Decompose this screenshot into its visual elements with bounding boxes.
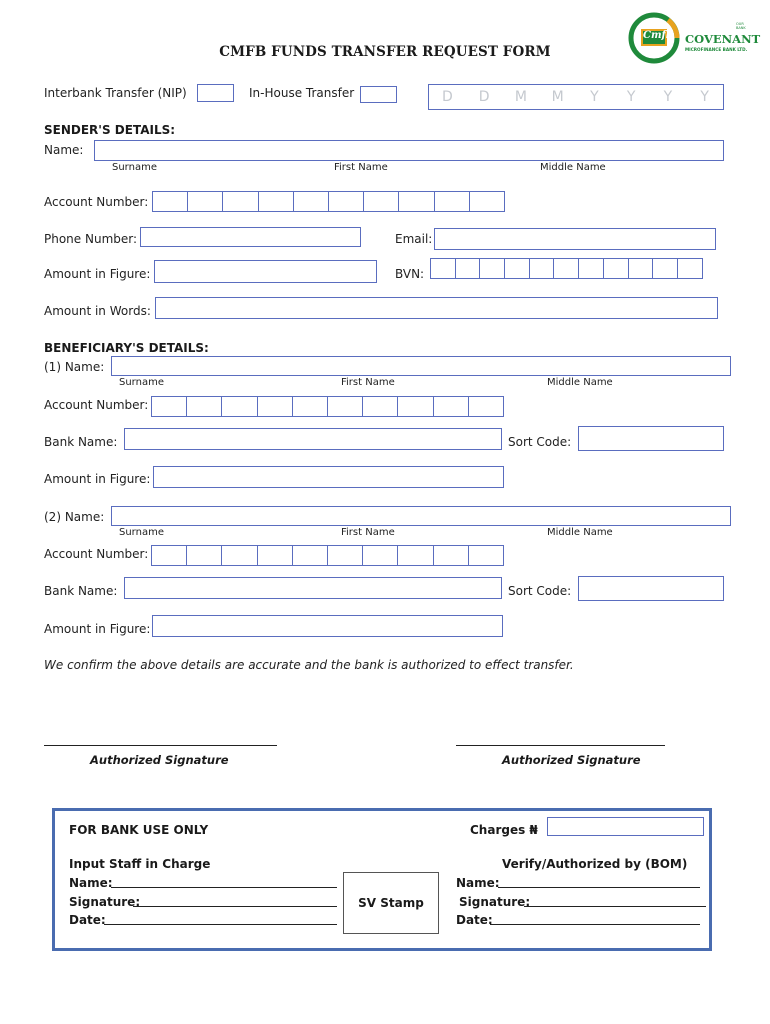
beneficiary1-middlename-caption: Middle Name xyxy=(547,377,613,388)
digit-cell[interactable] xyxy=(292,545,329,566)
bom-date-label: Date: xyxy=(456,913,493,927)
digit-cell[interactable] xyxy=(578,258,604,279)
digit-cell[interactable] xyxy=(455,258,481,279)
beneficiary2-amount-input[interactable] xyxy=(152,615,503,637)
digit-cell[interactable] xyxy=(433,545,470,566)
phone-input[interactable] xyxy=(140,227,361,247)
sender-account-input[interactable] xyxy=(152,191,505,212)
digit-cell[interactable] xyxy=(293,191,330,212)
logo-brand: COVENANT xyxy=(685,32,761,46)
phone-label: Phone Number: xyxy=(44,232,138,246)
input-staff-heading: Input Staff in Charge xyxy=(69,857,211,871)
bom-date-line[interactable] xyxy=(490,924,700,925)
date-char: Y xyxy=(700,89,709,105)
beneficiary2-sortcode-label: Sort Code: xyxy=(508,584,572,598)
beneficiary-heading: BENEFICIARY'S DETAILS: xyxy=(44,341,209,355)
beneficiary1-firstname-caption: First Name xyxy=(341,377,395,388)
digit-cell[interactable] xyxy=(186,545,223,566)
bom-signature-label: Signature: xyxy=(459,895,531,909)
digit-cell[interactable] xyxy=(397,545,434,566)
digit-cell[interactable] xyxy=(469,191,506,212)
sender-account-label: Account Number: xyxy=(44,195,149,209)
digit-cell[interactable] xyxy=(327,545,364,566)
digit-cell[interactable] xyxy=(362,396,399,417)
beneficiary2-surname-caption: Surname xyxy=(119,527,164,538)
date-char: M xyxy=(514,89,527,105)
beneficiary1-amount-label: Amount in Figure: xyxy=(44,472,151,486)
logo-mark-text: Cmfb xyxy=(643,30,673,41)
digit-cell[interactable] xyxy=(434,191,471,212)
digit-cell[interactable] xyxy=(362,545,399,566)
digit-cell[interactable] xyxy=(222,191,259,212)
verify-heading: Verify/Authorized by (BOM) xyxy=(502,857,688,871)
sender-name-label: Name: xyxy=(44,143,84,157)
signature-line-right[interactable] xyxy=(456,745,665,746)
sender-amount-figure-input[interactable] xyxy=(154,260,377,283)
beneficiary2-name-input[interactable] xyxy=(111,506,731,526)
confirmation-statement: We confirm the above details are accurate and the bank is authorized to effect transfer. xyxy=(44,658,574,672)
beneficiary1-sortcode-input[interactable] xyxy=(578,426,724,451)
interbank-transfer-label: Interbank Transfer (NIP) xyxy=(44,86,187,100)
staff-name-line[interactable] xyxy=(111,887,337,888)
beneficiary2-account-input[interactable] xyxy=(151,545,504,566)
beneficiary2-amount-label: Amount in Figure: xyxy=(44,622,151,636)
digit-cell[interactable] xyxy=(292,396,329,417)
digit-cell[interactable] xyxy=(328,191,365,212)
bom-name-line[interactable] xyxy=(498,887,700,888)
signature-line-left[interactable] xyxy=(44,745,277,746)
digit-cell[interactable] xyxy=(529,258,555,279)
digit-cell[interactable] xyxy=(430,258,456,279)
charges-label: Charges ₦ xyxy=(470,823,538,837)
beneficiary2-sortcode-input[interactable] xyxy=(578,576,724,601)
digit-cell[interactable] xyxy=(479,258,505,279)
beneficiary1-name-label: (1) Name: xyxy=(44,360,105,374)
digit-cell[interactable] xyxy=(327,396,364,417)
bom-signature-line[interactable] xyxy=(524,906,706,907)
charges-input[interactable] xyxy=(547,817,704,836)
beneficiary1-sortcode-label: Sort Code: xyxy=(508,435,572,449)
digit-cell[interactable] xyxy=(257,545,294,566)
beneficiary2-bank-label: Bank Name: xyxy=(44,584,118,598)
digit-cell[interactable] xyxy=(677,258,703,279)
sv-stamp-box[interactable] xyxy=(343,872,439,934)
date-field[interactable] xyxy=(428,84,724,110)
staff-signature-label: Signature: xyxy=(69,895,141,909)
digit-cell[interactable] xyxy=(151,396,188,417)
digit-cell[interactable] xyxy=(603,258,629,279)
beneficiary1-bank-input[interactable] xyxy=(124,428,502,450)
beneficiary1-amount-input[interactable] xyxy=(153,466,504,488)
digit-cell[interactable] xyxy=(397,396,434,417)
digit-cell[interactable] xyxy=(468,545,505,566)
date-char: M xyxy=(551,89,564,105)
digit-cell[interactable] xyxy=(186,396,223,417)
email-label: Email: xyxy=(395,232,433,246)
digit-cell[interactable] xyxy=(398,191,435,212)
date-char: D xyxy=(441,89,453,105)
beneficiary1-name-input[interactable] xyxy=(111,356,731,376)
digit-cell[interactable] xyxy=(628,258,654,279)
sender-middlename-caption: Middle Name xyxy=(540,162,606,173)
staff-name-label: Name: xyxy=(69,876,113,890)
digit-cell[interactable] xyxy=(221,545,258,566)
digit-cell[interactable] xyxy=(468,396,505,417)
digit-cell[interactable] xyxy=(553,258,579,279)
sender-surname-caption: Surname xyxy=(112,162,157,173)
sender-amount-figure-label: Amount in Figure: xyxy=(44,267,151,281)
beneficiary2-account-label: Account Number: xyxy=(44,547,149,561)
signature-label-right: Authorized Signature xyxy=(502,753,641,767)
logo-tagline: MICROFINANCE BANK LTD. xyxy=(685,47,748,52)
sender-name-input[interactable] xyxy=(94,140,724,161)
email-input[interactable] xyxy=(434,228,716,250)
sender-firstname-caption: First Name xyxy=(334,162,388,173)
digit-cell[interactable] xyxy=(504,258,530,279)
beneficiary1-account-input[interactable] xyxy=(151,396,504,417)
staff-date-label: Date: xyxy=(69,913,106,927)
digit-cell[interactable] xyxy=(152,191,189,212)
digit-cell[interactable] xyxy=(652,258,678,279)
digit-cell[interactable] xyxy=(258,191,295,212)
beneficiary2-middlename-caption: Middle Name xyxy=(547,527,613,538)
inhouse-transfer-checkbox[interactable] xyxy=(360,86,397,103)
beneficiary2-bank-input[interactable] xyxy=(124,577,502,599)
bom-name-label: Name: xyxy=(456,876,500,890)
digit-cell[interactable] xyxy=(257,396,294,417)
amount-words-input[interactable] xyxy=(155,297,718,319)
beneficiary2-firstname-caption: First Name xyxy=(341,527,395,538)
digit-cell[interactable] xyxy=(433,396,470,417)
signature-label-left: Authorized Signature xyxy=(90,753,229,767)
date-char: Y xyxy=(663,89,673,105)
inhouse-transfer-label: In-House Transfer xyxy=(249,86,355,100)
digit-cell[interactable] xyxy=(221,396,258,417)
interbank-transfer-checkbox[interactable] xyxy=(197,84,234,102)
digit-cell[interactable] xyxy=(151,545,188,566)
form-title: CMFB FUNDS TRANSFER REQUEST FORM xyxy=(219,44,551,60)
staff-signature-line[interactable] xyxy=(133,906,337,907)
amount-words-label: Amount in Words: xyxy=(44,304,151,318)
bvn-input[interactable] xyxy=(430,258,703,279)
sv-stamp-label: SV Stamp xyxy=(358,896,424,910)
date-char: Y xyxy=(626,89,636,105)
digit-cell[interactable] xyxy=(187,191,224,212)
digit-cell[interactable] xyxy=(363,191,400,212)
beneficiary2-name-label: (2) Name: xyxy=(44,510,105,524)
sender-heading: SENDER'S DETAILS: xyxy=(44,123,176,137)
logo-small-top: OUR BANK xyxy=(736,22,746,30)
bvn-label: BVN: xyxy=(395,267,425,281)
beneficiary1-account-label: Account Number: xyxy=(44,398,149,412)
date-char: D xyxy=(478,89,490,105)
beneficiary1-surname-caption: Surname xyxy=(119,377,164,388)
bank-use-heading: FOR BANK USE ONLY xyxy=(69,823,209,837)
beneficiary1-bank-label: Bank Name: xyxy=(44,435,118,449)
staff-date-line[interactable] xyxy=(104,924,337,925)
date-char: Y xyxy=(590,89,599,105)
